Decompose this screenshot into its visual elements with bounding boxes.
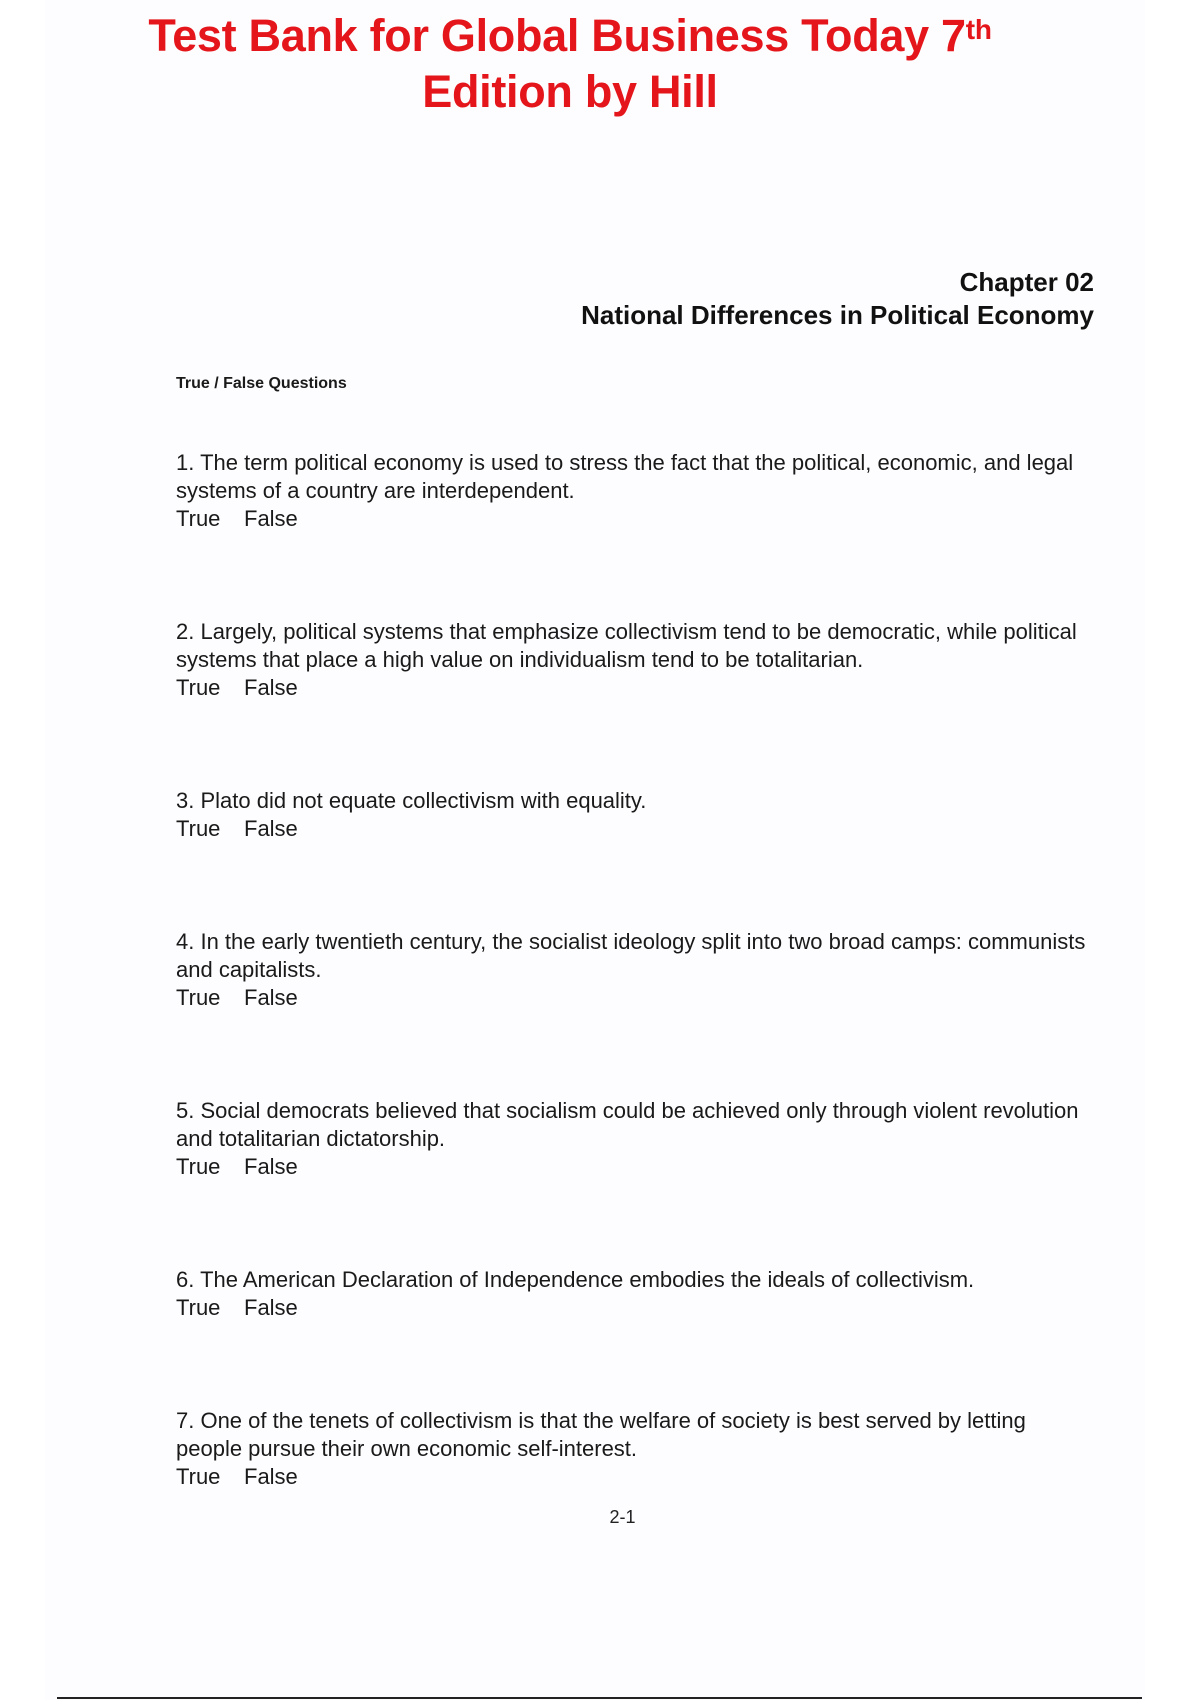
option-true[interactable]: True [176,816,221,841]
chapter-number: Chapter 02 [959,267,1094,297]
question-text: 5. Social democrats believed that socialism could be achieved only through violent revolution and totalitarian dictatorship. [176,1098,1079,1151]
page-number: 2-1 [609,1507,636,1527]
question-7 [176,1407,1096,1491]
question-4 [176,928,1096,1012]
chapter-heading [581,266,1094,332]
document-title [0,8,1140,120]
question-text: 3. Plato did not equate collectivism with equality. [176,788,647,813]
option-true[interactable]: True [176,1464,221,1489]
option-false[interactable]: False [244,1464,298,1489]
title-line-1: Test Bank for Global Business Today 7 [148,10,966,61]
option-false[interactable]: False [244,1295,298,1320]
answer-options [176,505,1096,533]
option-false[interactable]: False [244,675,298,700]
chapter-title: National Differences in Political Economy [581,300,1094,330]
title-superscript: th [965,14,992,45]
question-text: 4. In the early twentieth century, the socialist ideology split into two broad camps: communists and capitalists. [176,929,1086,982]
question-1 [176,449,1096,533]
option-false[interactable]: False [244,985,298,1010]
option-true[interactable]: True [176,506,221,531]
option-true[interactable]: True [176,1295,221,1320]
section-label: True / False Questions [176,375,347,392]
option-false[interactable]: False [244,816,298,841]
option-true[interactable]: True [176,1154,221,1179]
option-true[interactable]: True [176,675,221,700]
question-text: 6. The American Declaration of Independence embodies the ideals of collectivism. [176,1267,975,1292]
title-line-2: Edition by Hill [422,66,718,117]
question-text: 1. The term political economy is used to stress the fact that the political, economic, and legal systems of a country are interdependent. [176,450,1074,503]
question-2 [176,618,1096,702]
answer-options [176,674,1096,702]
option-false[interactable]: False [244,506,298,531]
question-3 [176,787,1096,843]
option-false[interactable]: False [244,1154,298,1179]
answer-options [176,1463,1096,1491]
answer-options [176,1294,1096,1322]
answer-options [176,1153,1096,1181]
bottom-divider [57,1697,1142,1699]
question-text: 2. Largely, political systems that emphasize collectivism tend to be democratic, while political systems that place a high value on individualism tend to be totalitarian. [176,619,1077,672]
question-text: 7. One of the tenets of collectivism is that the welfare of society is best served by letting people pursue their own economic self-interest. [176,1408,1026,1461]
question-5 [176,1097,1096,1181]
option-true[interactable]: True [176,985,221,1010]
answer-options [176,815,1096,843]
question-6 [176,1266,1096,1322]
answer-options [176,984,1096,1012]
